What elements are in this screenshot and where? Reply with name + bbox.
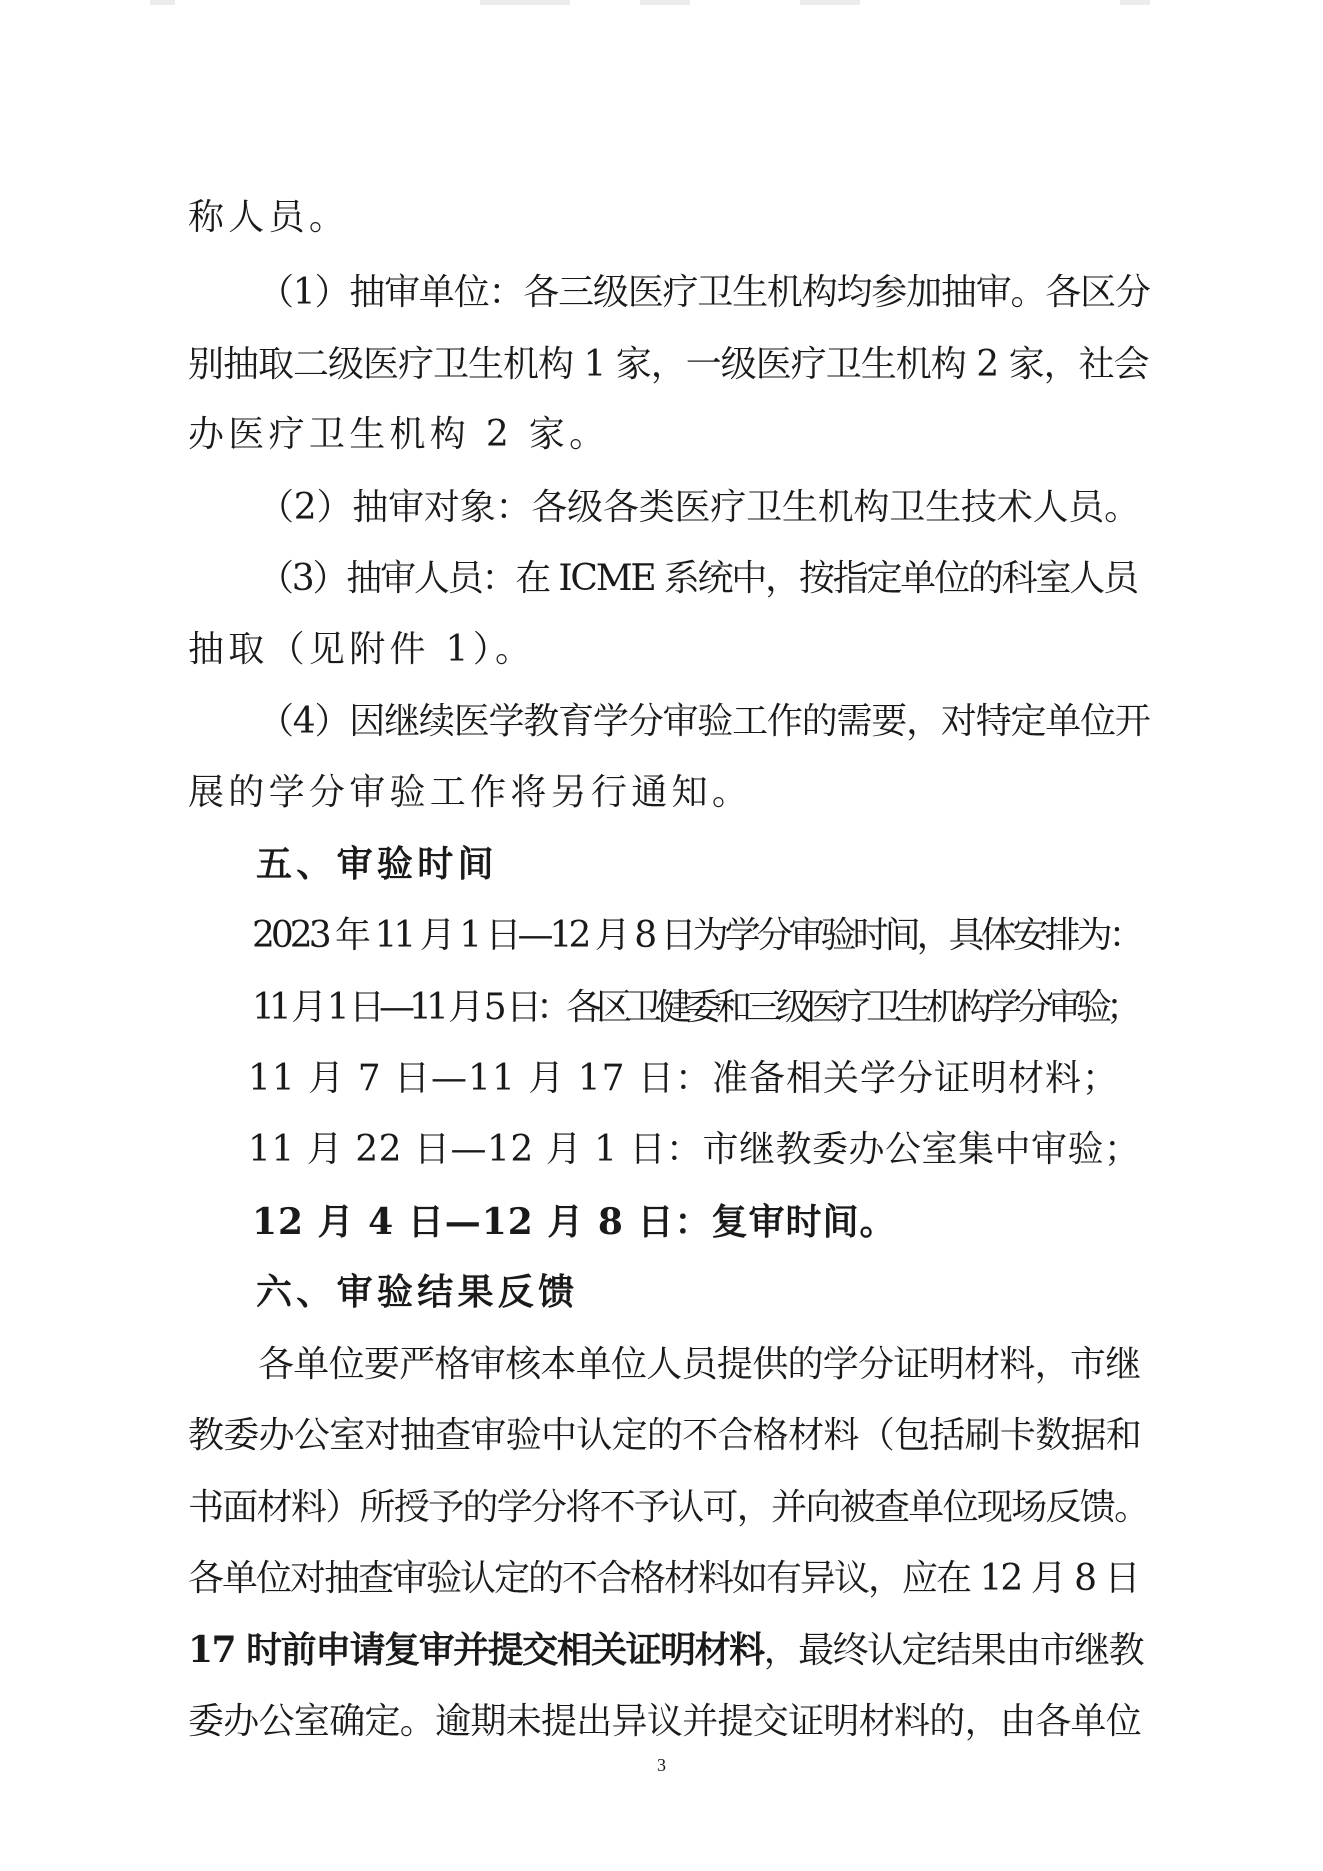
paragraph-line: （3）抽审人员：在 ICME 系统中，按指定单位的科室人员 [258,558,1137,599]
paragraph-line: 教委办公室对抽查审验中认定的不合格材料（包括刷卡数据和 [188,1415,1142,1456]
section-heading: 五、审验时间 [256,844,498,885]
scan-edge-mark [480,0,570,5]
paragraph-line: 办医疗卫生机构 2 家。 [188,414,610,455]
schedule-line: 11 月 1 日—11 月 5 日：各区卫健委和三级医疗卫生机构学分审验； [252,987,1137,1028]
schedule-line: 11 月 22 日—12 月 1 日：市继教委办公室集中审验； [248,1129,1141,1170]
page-number: 3 [657,1755,666,1775]
paragraph-line: 书面材料）所授予的学分将不予认可，并向被查单位现场反馈。 [188,1487,1149,1528]
paragraph-line: （4）因继续医学教育学分审验工作的需要，对特定单位开 [258,701,1150,742]
paragraph-line: 称人员。 [188,197,350,238]
scan-edge-mark [640,0,690,5]
paragraph-line: 别抽取二级医疗卫生机构 1 家，一级医疗卫生机构 2 家，社会 [188,344,1149,385]
paragraph-line: 抽取（见附件 1）。 [188,629,536,670]
section-heading: 六、审验结果反馈 [256,1272,579,1313]
paragraph-line: 各单位要严格审核本单位人员提供的学分证明材料，市继 [258,1344,1141,1385]
scan-edge-mark [1120,0,1150,5]
schedule-line: 11 月 7 日—11 月 17 日：准备相关学分证明材料； [248,1058,1119,1099]
paragraph-line: （2）抽审对象：各级各类医疗卫生机构卫生技术人员。 [258,487,1140,528]
paragraph-line: 各单位对抽查审验认定的不合格材料如有异议，应在 12 月 8 日 [188,1558,1139,1599]
paragraph-line [188,1628,1143,1673]
paragraph-line: 委办公室确定。逾期未提出异议并提交证明材料的，由各单位 [188,1701,1142,1742]
paragraph-line: 展的学分审验工作将另行通知。 [188,772,753,813]
paragraph-text: ，最终认定结果由市继教 [763,1630,1144,1671]
paragraph-line: （1）抽审单位：各三级医疗卫生机构均参加抽审。各区分 [258,272,1150,313]
scan-edge-mark [800,0,860,5]
schedule-line: 12 月 4 日—12 月 8 日：复审时间。 [252,1201,897,1243]
emphasis-text: 17 时前申请复审并提交相关证明材料 [188,1629,764,1671]
scan-edge-mark [150,0,175,5]
paragraph-line: 2023 年 11 月 1 日—12 月 8 日为学分审验时间，具体安排为： [252,915,1141,956]
